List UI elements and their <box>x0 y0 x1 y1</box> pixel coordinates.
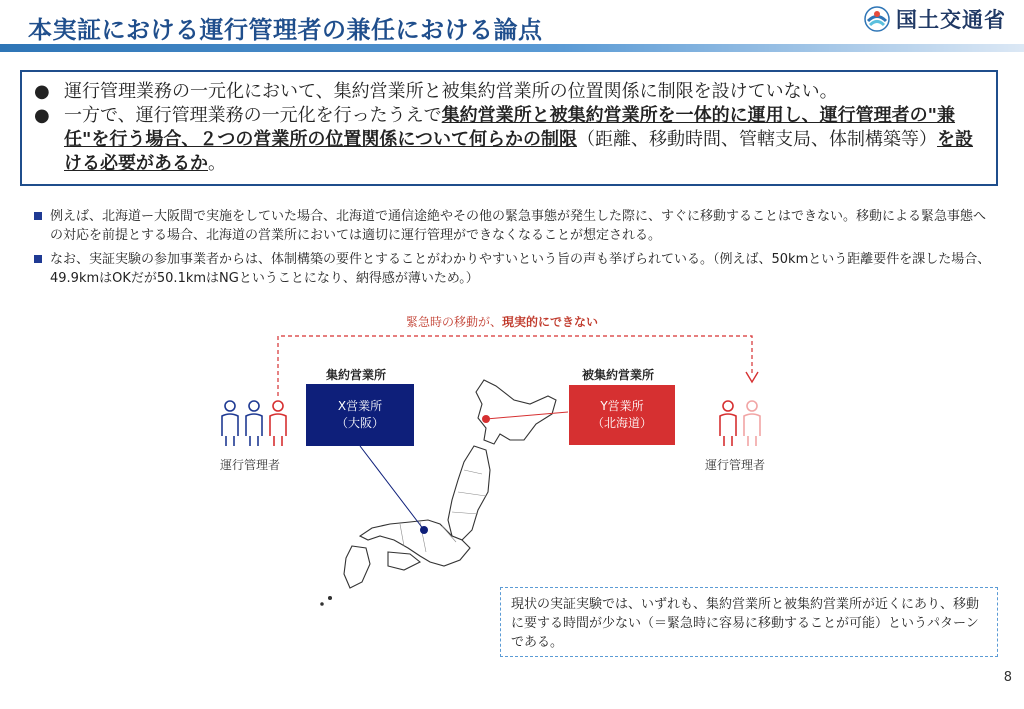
ministry-name: 国土交通省 <box>896 8 1006 32</box>
central-office-location: （大阪） <box>335 416 384 430</box>
manager-group-left-icon <box>222 401 286 446</box>
note-text: 例えば、北海道ー大阪間で実施をしていた場合、北海道で通信途絶やその他の緊急事態が発生した際に、すぐに移動することはできない。移動による緊急事態への対応を前提とする場合、北海道の営業所においては適切に運行管理ができなくなることが想定される。 <box>50 209 987 243</box>
key-point-2-end: 。 <box>208 153 226 174</box>
page-number: 8 <box>1003 670 1012 685</box>
remote-office-location: （北海道） <box>591 416 652 430</box>
emergency-route-label: 緊急時の移動が、現実的にできない <box>406 315 599 329</box>
key-point-2-emphasis: 集約営業所と被集約営業所を一体的に運用し、運行管理者の"兼任"を行う場合、２つの営業所の位置関係について何らかの制限 <box>64 105 956 150</box>
connector-osaka <box>360 446 424 530</box>
manager-right-label: 運行管理者 <box>705 458 766 472</box>
remote-office-box <box>568 384 676 446</box>
remote-office-name: Y営業所 <box>600 399 644 413</box>
central-office-label: 集約営業所 <box>326 368 387 382</box>
central-office-name: X営業所 <box>337 399 383 413</box>
key-point-1-text: 運行管理業務の一元化において、集約営業所と被集約営業所の位置関係に制限を設けていない。 <box>64 81 838 102</box>
manager-group-right-icon <box>720 401 760 446</box>
arrow-head-icon <box>746 372 758 382</box>
manager-left-label: 運行管理者 <box>220 458 281 472</box>
key-point-2-part-a: 一方で、運行管理業務の一元化を行ったうえで <box>64 105 442 126</box>
key-point-2-part-c: （距離、移動時間、管轄支局、体制構築等） <box>577 129 938 150</box>
page-title: 本実証における運行管理者の兼任における論点 <box>28 16 543 44</box>
bullet-icon: ● <box>34 105 50 126</box>
remote-office-label: 被集約営業所 <box>582 368 655 382</box>
bullet-icon: ● <box>34 81 50 102</box>
osaka-marker-icon <box>420 526 428 534</box>
central-office-box <box>306 384 414 446</box>
note-text: なお、実証実験の参加事業者からは、体制構築の要件とすることがわかりやすいという旨の声も挙げられている。（例えば、50kmという距離要件を課した場合、49.9kmはOKだが50.1kmはNGということになり、納得感が薄いため。） <box>50 252 991 286</box>
summary-callout: 現状の実証実験では、いずれも、集約営業所と被集約営業所が近くにあり、移動に要する時間が少ない（＝緊急時に容易に移動することが可能）というパターンである。 <box>500 587 998 657</box>
key-point-2-question: を設ける必要があるか <box>64 129 974 174</box>
hokkaido-marker-icon <box>482 415 490 423</box>
